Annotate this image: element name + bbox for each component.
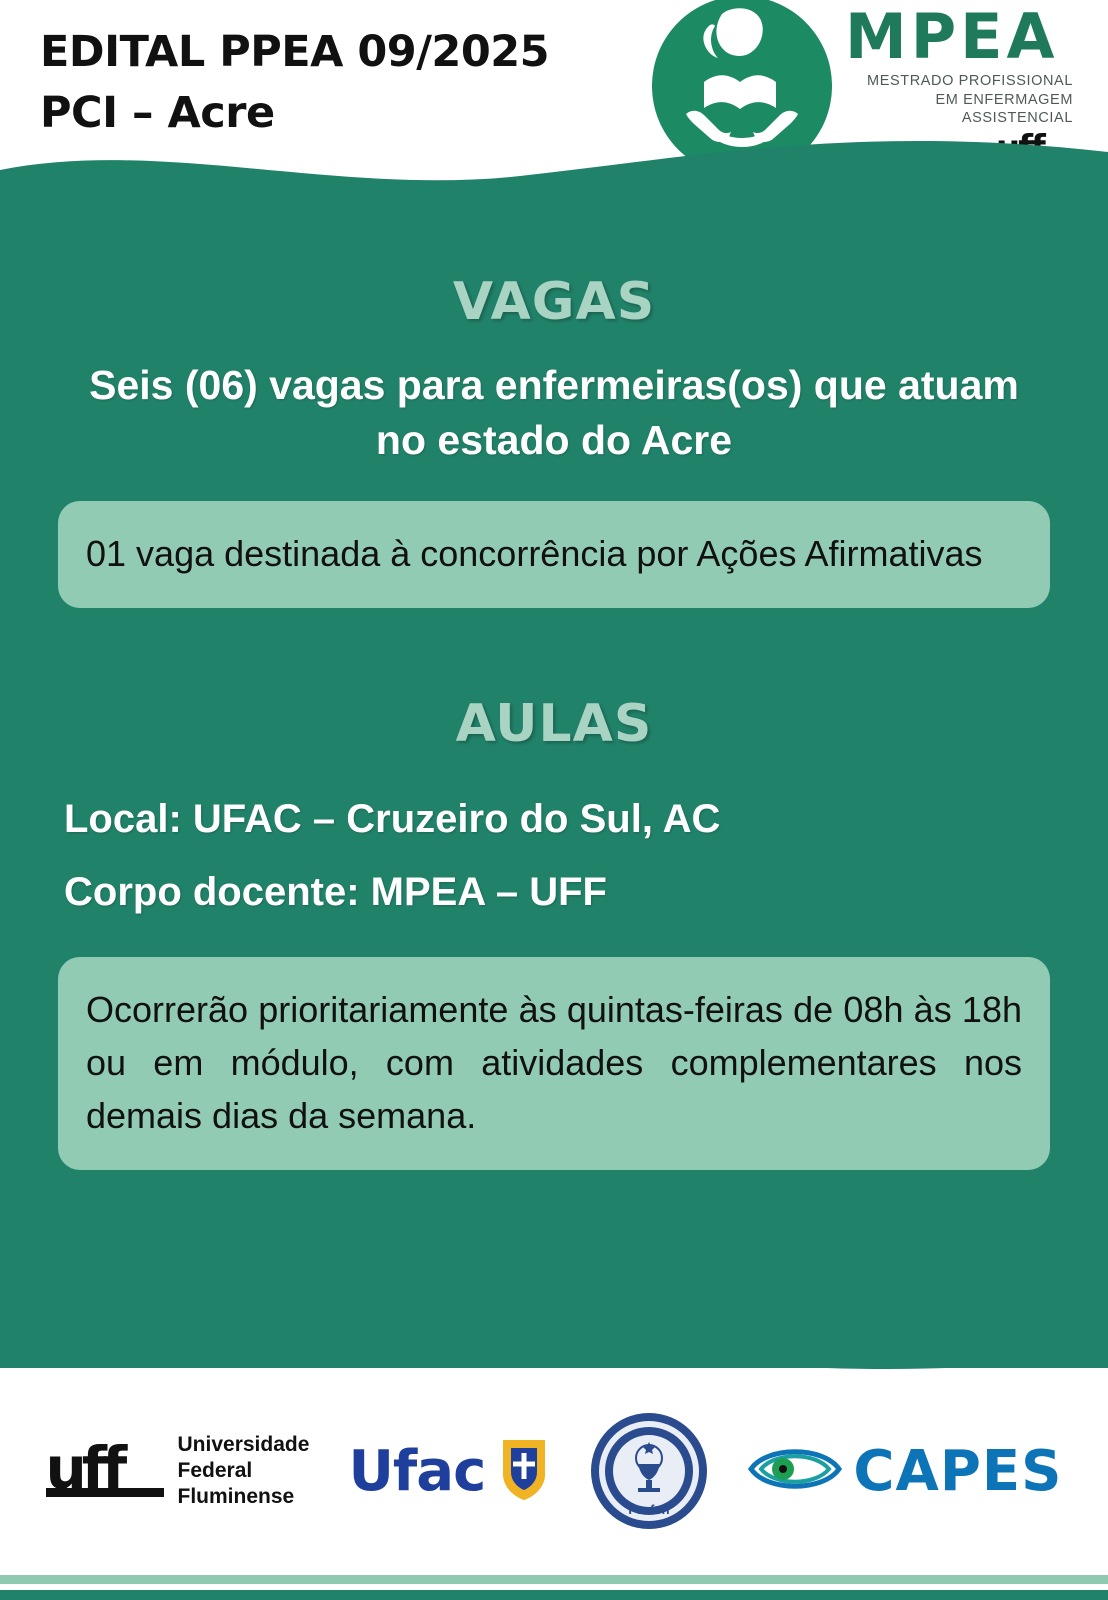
uff-word-line3: Fluminense bbox=[177, 1485, 295, 1509]
capes-logo bbox=[747, 1438, 1062, 1505]
footer-stripe-light bbox=[0, 1575, 1108, 1584]
profen-seal-word: Profen bbox=[628, 1502, 670, 1517]
poster-footer bbox=[0, 1368, 1108, 1600]
shield-icon bbox=[497, 1434, 551, 1509]
profen-seal bbox=[590, 1412, 708, 1530]
poster-main bbox=[0, 196, 1108, 1368]
aulas-local-text: Local: UFAC – Cruzeiro do Sul, AC bbox=[64, 797, 721, 842]
aulas-callout: Ocorrerão prioritariamente às quintas-feiras de 08h às 18h ou em módulo, com atividades complementares nos demais dias da semana. bbox=[58, 957, 1050, 1171]
uff-glyph-text: uff bbox=[45, 1434, 123, 1503]
aulas-docente-text: Corpo docente: MPEA – UFF bbox=[64, 870, 607, 915]
capes-wordmark: CAPES bbox=[853, 1438, 1063, 1504]
mpea-subtitle: MESTRADO PROFISSIONAL EM ENFERMAGEM ASSISTENCIAL bbox=[867, 73, 1073, 127]
uff-word-line1: Universidade bbox=[177, 1432, 310, 1456]
uff-word-line2: Federal bbox=[177, 1458, 253, 1482]
section-title-aulas: AULAS bbox=[455, 694, 653, 755]
footer-wave-divider bbox=[0, 1324, 1108, 1384]
uff-glyph bbox=[45, 1434, 164, 1503]
uff-logo-words bbox=[178, 1432, 310, 1511]
vagas-callout: 01 vaga destinada à concorrência por Ações Afirmativas bbox=[58, 501, 1050, 608]
ufac-wordmark: Ufac bbox=[348, 1438, 486, 1504]
eye-icon bbox=[747, 1438, 843, 1505]
vagas-lead-text: Seis (06) vagas para enfermeiras(os) que atuam no estado do Acre bbox=[89, 362, 1019, 463]
page-title-line1: EDITAL PPEA 09/2025 bbox=[40, 27, 550, 77]
uff-logo bbox=[46, 1432, 310, 1511]
footer-stripe-dark bbox=[0, 1590, 1108, 1600]
header-wave-divider bbox=[0, 118, 1108, 196]
footer-logo-row bbox=[0, 1416, 1108, 1526]
ufac-logo bbox=[348, 1434, 551, 1509]
poster-header bbox=[0, 0, 1108, 196]
page-title-line2: PCI – Acre bbox=[40, 88, 275, 139]
mpea-brand bbox=[845, 0, 1085, 128]
section-title-vagas: VAGAS bbox=[452, 272, 656, 332]
mpea-wordmark: MPEA bbox=[845, 0, 1059, 73]
